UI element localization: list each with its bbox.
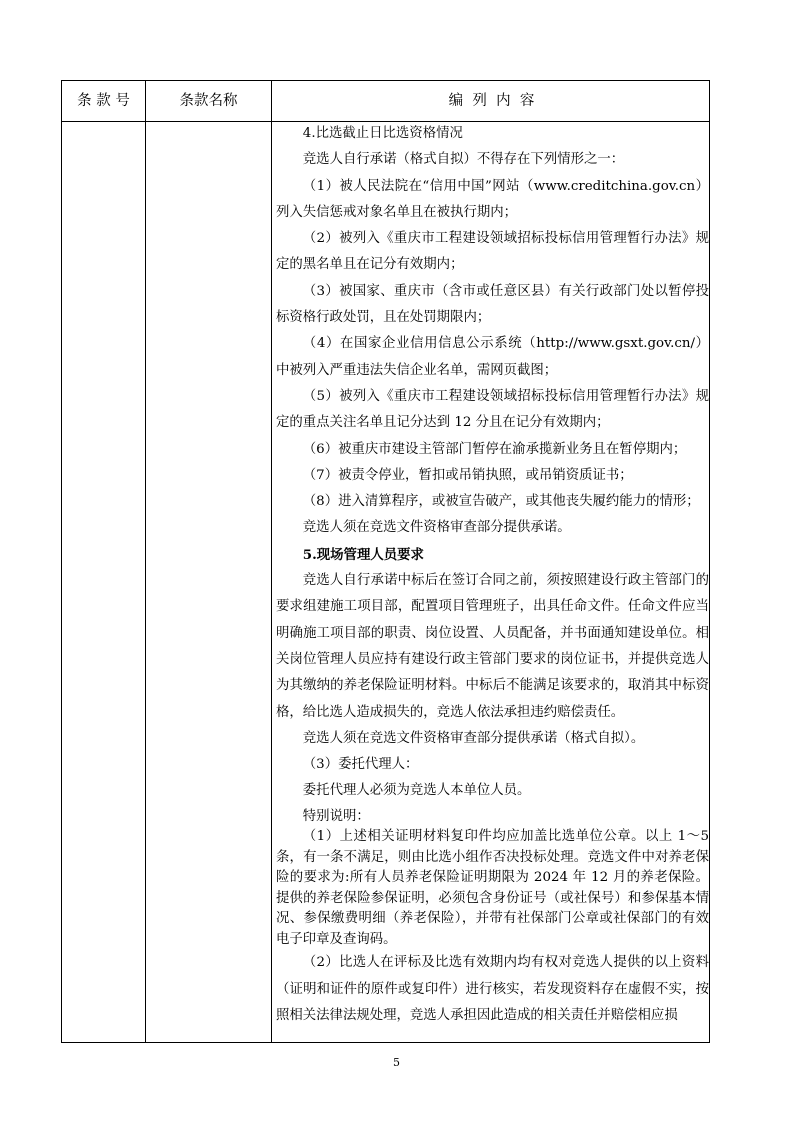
paragraph: 竞选人须在竞选文件资格审查部分提供承诺（格式自拟）。	[302, 730, 645, 746]
clause-table	[61, 80, 710, 1043]
paragraph: 委托代理人必须为竞选人本单位人员。	[302, 783, 531, 799]
list-item: （1）被人民法院在“信用中国”网站（www.creditchina.gov.cn）列入失信惩戒对象名单且在被执行期内；	[276, 178, 709, 220]
list-item: （3）被国家、重庆市（含市或任意区县）有关行政部门处以暂停投标资格行政处罚，且在处罚期限内；	[276, 283, 709, 326]
header-clause-name: 条款名称	[179, 93, 238, 109]
list-item: （2）被列入《重庆市工程建设领域招标投标信用管理暂行办法》规定的黑名单且在记分有效期内；	[276, 231, 709, 273]
paragraph: （3）委托代理人：	[302, 757, 419, 773]
list-item: （5）被列入《重庆市工程建设领域招标投标信用管理暂行办法》规定的重点关注名单且记分达到 12 分且在记分有效期内；	[276, 388, 709, 431]
special-note-heading: 特别说明：	[302, 808, 370, 824]
section-heading-5: 5.现场管理人员要求	[302, 546, 424, 563]
header-content: 编 列 内 容	[448, 93, 535, 109]
list-item: （7）被责令停业，暂扣或吊销执照，或吊销资质证书；	[302, 467, 633, 483]
page-number: 5	[393, 1056, 400, 1069]
paragraph: 竞选人须在竞选文件资格审查部分提供承诺。	[302, 520, 571, 536]
list-item: （4）在国家企业信用信息公示系统（http://www.gsxt.gov.cn/）中被列入严重违法失信企业名单，需网页截图；	[276, 336, 709, 378]
list-item: （8）进入清算程序，或被宣告破产，或其他丧失履约能力的情形；	[302, 494, 700, 510]
special-note-item: （1）上述相关证明材料复印件均应加盖比选单位公章。以上 1～5 条，有一条不满足，则由比选小组作否决投标处理。竞选文件中对养老保险的要求为:所有人员养老保险证明期限为 2024 年 12 月的养老保险。提供的养老保险参保证明，必须包含身份证号（或社保号）和参保基本情况、参保缴费明细（养老保险），并带有社保部门公章或社保部门的有效电子印章及查询码。	[276, 829, 709, 947]
column-divider	[145, 81, 146, 1042]
content-cell	[272, 121, 711, 1029]
header-clause-number: 条 款 号	[77, 93, 130, 109]
list-item: （6）被重庆市建设主管部门暂停在渝承揽新业务且在暂停期内；	[302, 441, 687, 457]
paragraph: 竞选人自行承诺（格式自拟）不得存在下列情形之一：	[302, 152, 625, 168]
paragraph: 竞选人自行承诺中标后在签订合同之前，须按照建设行政主管部门的要求组建施工项目部，配置项目管理班子，出具任命文件。任命文件应当明确施工项目部的职责、岗位设置、人员配备，并书面通知建设单位。相关岗位管理人员应持有建设行政主管部门要求的岗位证书，并提供竞选人为其缴纳的养老保险证明材料。中标后不能满足该要求的，取消其中标资格，给比选人造成损失的，竞选人依法承担违约赔偿责任。	[276, 573, 709, 720]
special-note-item: （2）比选人在评标及比选有效期内均有权对竞选人提供的以上资料（证明和证件的原件或复印件）进行核实，若发现资料存在虚假不实，按照相关法律法规处理，竞选人承担因此造成的相关责任并赔偿相应损	[276, 955, 709, 1023]
section-heading-4: 4.比选截止日比选资格情况	[302, 126, 463, 141]
